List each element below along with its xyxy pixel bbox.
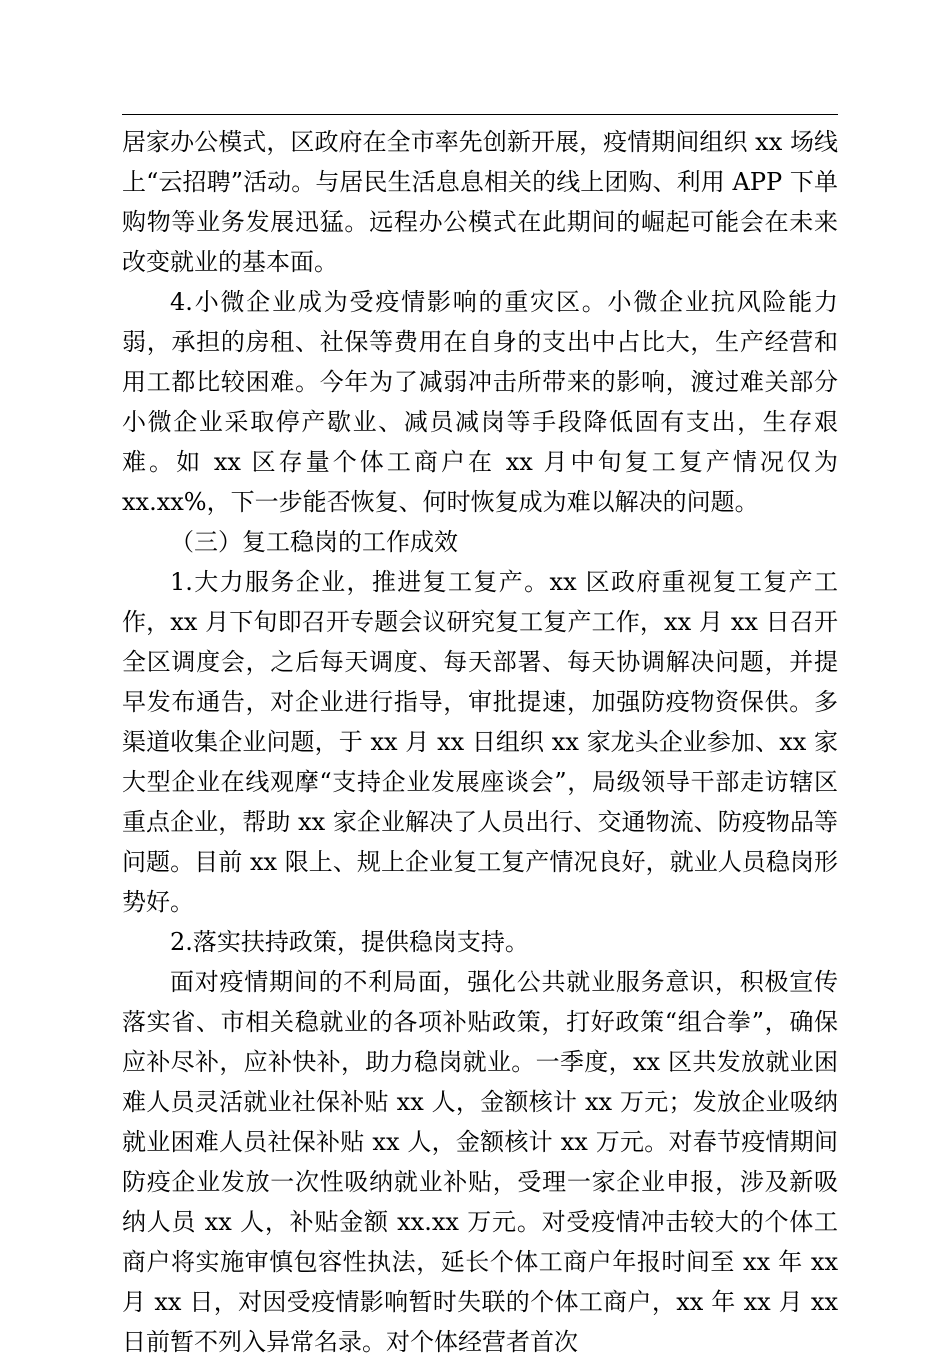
document-body — [122, 122, 838, 1362]
paragraph-point-1: 1.大力服务企业，推进复工复产。xx 区政府重视复工复产工作，xx 月下旬即召开专题会议研究复工复产工作，xx 月 xx 日召开全区调度会，之后每天调度、每天部署、每天协调解决问题，并提早发布通告，对企业进行指导，审批提速，加强防疫物资保供。多渠道收集企业问题，于 xx 月 xx 日组织 xx 家龙头企业参加、xx 家大型企业在线观摩“支持企业发展座谈会”，局级领导干部走访辖区重点企业，帮助 xx 家企业解决了人员出行、交通物流、防疫物品等问题。目前 xx 限上、规上企业复工复产情况良好，就业人员稳岗形势好。 — [122, 568, 838, 916]
header-rule — [122, 114, 838, 115]
section-heading-3: （三）复工稳岗的工作成效 — [170, 528, 458, 556]
paragraph-policy-support: 面对疫情期间的不利局面，强化公共就业服务意识，积极宣传落实省、市相关稳就业的各项补贴政策，打好政策“组合拳”，确保应补尽补，应补快补，助力稳岗就业。一季度，xx 区共发放就业困难人员灵活就业社保补贴 xx 人，金额核计 xx 万元；发放企业吸纳就业困难人员社保补贴 xx 人，金额核计 xx 万元。对春节疫情期间防疫企业发放一次性吸纳就业补贴，受理一家企业申报，涉及新吸纳人员 xx 人，补贴金额 xx.xx 万元。对受疫情冲击较大的个体工商户将实施审慎包容性执法，延长个体工商户年报时间至 xx 年 xx 月 xx 日，对因受疫情影响暂时失联的个体工商户，xx 年 xx 月 xx 日前暂不列入异常名录。对个体经营者首次 — [122, 968, 838, 1356]
paragraph-point-2: 2.落实扶持政策，提供稳岗支持。 — [170, 928, 529, 956]
paragraph-continuation: 居家办公模式，区政府在全市率先创新开展，疫情期间组织 xx 场线上“云招聘”活动。与居民生活息息相关的线上团购、利用 APP 下单购物等业务发展迅猛。远程办公模式在此期间的崛起可能会在未来改变就业的基本面。 — [122, 128, 838, 276]
paragraph-point-4: 4.小微企业成为受疫情影响的重灾区。小微企业抗风险能力弱，承担的房租、社保等费用在自身的支出中占比大，生产经营和用工都比较困难。今年为了减弱冲击所带来的影响，渡过难关部分小微企业采取停产歇业、减员减岗等手段降低固有支出，生存艰难。如 xx 区存量个体工商户在 xx 月中旬复工复产情况仅为 xx.xx%，下一步能否恢复、何时恢复成为难以解决的问题。 — [122, 288, 838, 516]
